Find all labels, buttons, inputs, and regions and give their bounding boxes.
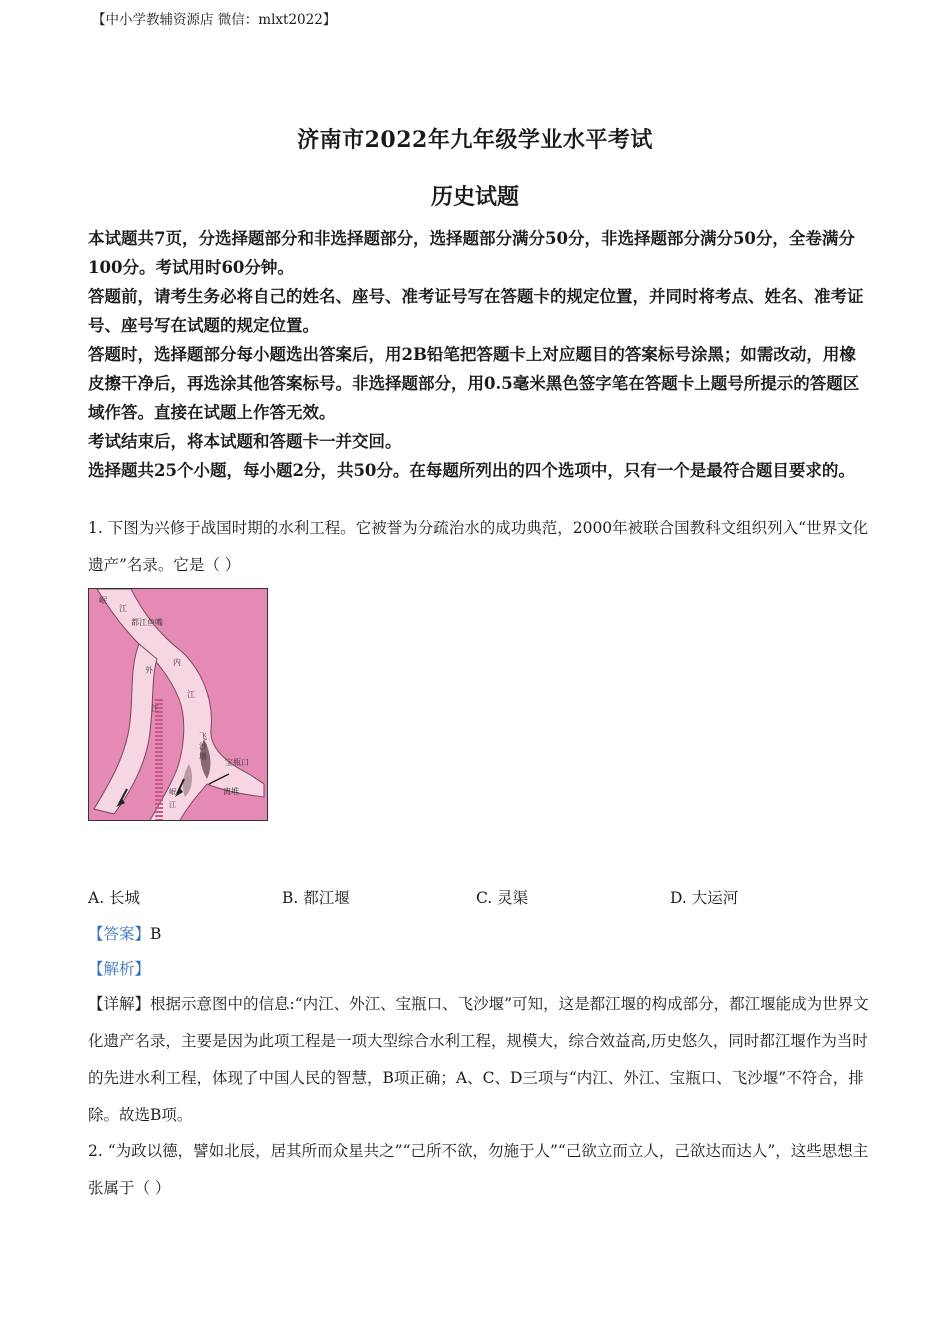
instructions xyxy=(88,224,870,485)
instruction-item: 本试题共7页，分选择题部分和非选择题部分，选择题部分满分50分，非选择题部分满分50分，全卷满分100分。考试用时60分钟。 xyxy=(88,229,855,277)
option-a[interactable]: A. 长城 xyxy=(88,889,141,907)
option-d[interactable]: D. 大运河 xyxy=(670,889,739,907)
question-2-stem xyxy=(88,1133,870,1207)
dujiangyan-map xyxy=(89,589,268,821)
dujiangyan-map-figure xyxy=(88,588,268,821)
map-label-nei: 内 xyxy=(173,658,181,667)
detail-tag: 【详解】 xyxy=(88,995,151,1013)
answer-value: B xyxy=(150,925,162,943)
map-label-minjiang-top-1: 岷 xyxy=(99,596,107,605)
map-label-jiang-bottom: 江 xyxy=(169,801,176,809)
map-label-wai: 外 xyxy=(145,666,153,675)
instruction-item: 答题前，请考生务必将自己的姓名、座号、准考证号写在答题卡的规定位置，并同时将考点、姓名、准考证号、座号写在试题的规定位置。 xyxy=(88,287,864,335)
detail-text xyxy=(88,986,870,1134)
detail-paragraph xyxy=(88,986,870,1134)
analysis-tag: 【解析】 xyxy=(88,960,151,978)
page-subtitle: 历史试题 xyxy=(430,184,519,210)
map-label-jiang-outer: 江 xyxy=(151,704,159,713)
option-c[interactable]: C. 灵渠 xyxy=(476,889,529,907)
instruction-item: 答题时，选择题部分每小题选出答案后，用2B铅笔把答题卡上对应题目的答案标号涂黑；如需改动，用橡皮擦干净后，再选涂其他答案标号。非选择题部分，用0.5毫米黑色签字笔在答题卡上题号所提示的答题区域作答。直接在试题上作答无效。 xyxy=(88,345,860,422)
map-label-minjiang-top-2: 江 xyxy=(119,604,127,613)
question-2-text: 2. “为政以德，譬如北辰，居其所而众星共之”“己所不欲，勿施于人”“己欲立而立人，己欲达而达人”，这些思想主张属于（ ） xyxy=(88,1142,869,1197)
question-1-text: 1. 下图为兴修于战国时期的水利工程。它被誉为分疏治水的成功典范，2000年被联合国教科文组织列入“世界文化遗产”名录。它是（ ） xyxy=(88,519,869,574)
detail-body: 根据示意图中的信息:“内江、外江、宝瓶口、飞沙堰”可知，这是都江堰的构成部分，都江堰能成为世界文化遗产名录，主要是因为此项工程是一项大型综合水利工程，规模大，综合效益高,历史悠久，同时都江堰作为当时的先进水利工程，体现了中国人民的智慧，B项正确；A、C、D三项与“内江、外江、宝瓶口、飞沙堰”不符合，排除。故选B项。 xyxy=(88,995,869,1124)
map-label-lidui: 离堆 xyxy=(223,787,239,796)
answer-tag: 【答案】 xyxy=(88,925,151,943)
map-label-feisha-3: 堰 xyxy=(199,752,207,761)
option-b[interactable]: B. 都江堰 xyxy=(282,889,350,907)
map-label-feisha-1: 飞 xyxy=(199,732,207,741)
question-1-stem xyxy=(88,510,870,584)
answer-line xyxy=(88,916,870,953)
map-label-baoping: 宝瓶口 xyxy=(225,758,249,767)
map-label-min-bottom: 岷 xyxy=(169,788,176,796)
header-note: 【中小学教辅资源店 微信：mlxt2022】 xyxy=(92,12,337,28)
instruction-item: 选择题共25个小题，每小题2分，共50分。在每题所列出的四个选项中，只有一个是最符合题目要求的。 xyxy=(88,461,855,480)
map-label-jiang-inner: 江 xyxy=(187,690,195,699)
map-label-dujiang-fish: 都江鱼嘴 xyxy=(131,618,163,627)
instruction-item: 考试结束后，将本试题和答题卡一并交回。 xyxy=(88,432,402,451)
map-label-feisha-2: 沙 xyxy=(199,742,207,751)
analysis-line xyxy=(88,951,870,988)
page-title: 济南市2022年九年级学业水平考试 xyxy=(297,127,653,153)
